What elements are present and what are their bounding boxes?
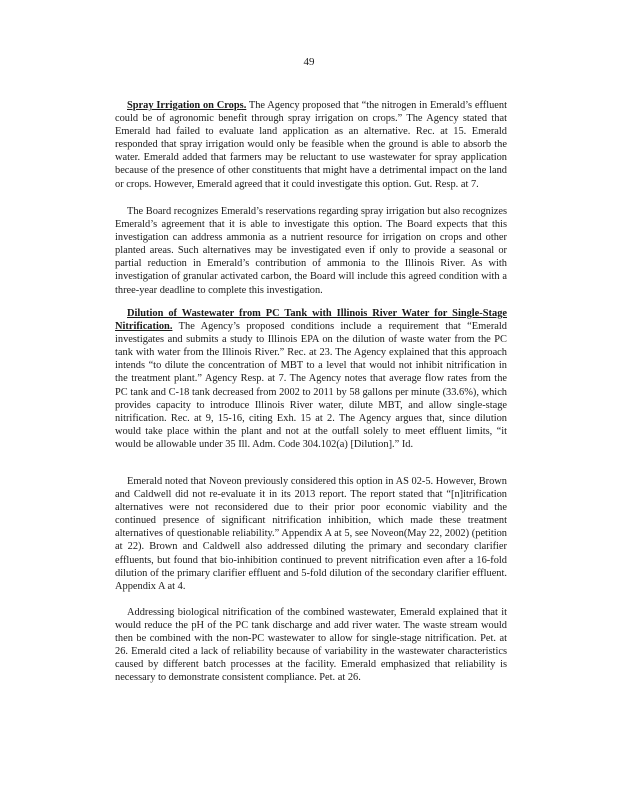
page-number: 49 (303, 56, 315, 68)
paragraph-biological-nitrification (115, 606, 507, 685)
paragraph-text: The Agency proposed that “the nitrogen in Emerald’s effluent could be of agronomic benefit through spray irrigation on crops.” The Agency stated that Emerald had failed to evaluate land application as an alternative. Rec. at 15. Emerald responded that spray irrigation would only be feasible when the ground is able to absorb the water. Emerald added that farmers may be reluctant to use wastewater for spray application because of the presence of other constituents that might have a detrimental impact on the land or crops. However, Emerald agreed that it could investigate this option. Gut. Resp. at 7. (115, 100, 507, 190)
paragraph-emerald-noted (115, 475, 507, 593)
paragraph-spray-irrigation (115, 99, 507, 191)
section-heading-spray-irrigation: Spray Irrigation on Crops. (127, 100, 247, 111)
paragraph-dilution (115, 307, 507, 451)
section-heading-dilution: Dilution of Wastewater from PC Tank with Illinois River Water for Single-Stage Nitrification. (115, 308, 507, 333)
paragraph-text: Addressing biological nitrification of the combined wastewater, Emerald explained that it would reduce the pH of the PC tank discharge and add river water. The waste stream would then be combined with the non-PC wastewater to allow for single-stage nitrification. Pet. at 26. Emerald cited a lack of reliability because of variability in the wastewater characteristics caused by different batch processes at the facility. Emerald emphasized that reliability is necessary to demonstrate consistent compliance. Pet. at 26. (115, 607, 507, 684)
paragraph-text: The Board recognizes Emerald’s reservations regarding spray irrigation but also recognizes Emerald’s agreement that it is able to investigate this option. The Board expects that this investigation can address ammonia as a nutrient resource for irrigation on crops and other planted areas. Such alternatives may be investigated even if only to provide a seasonal or partial reduction in Emerald’s contribution of ammonia to the Illinois River. As with investigation of granular activated carbon, the Board will include this agreed condition with a three-year deadline to complete this investigation. (115, 206, 507, 296)
paragraph-board-recognizes (115, 205, 507, 297)
paragraph-text: The Agency’s proposed conditions include a requirement that “Emerald investigates and submits a study to Illinois EPA on the dilution of waste water from the PC tank with water from the Illinois River.” Rec. at 23. The Agency explained that this approach intends “to dilute the concentration of MBT to a level that would not inhibit nitrification in the treatment plant.” Agency Resp. at 7. The Agency notes that average flow rates from the PC tank and C-18 tank decreased from 2002 to 2011 by 58 gallons per minute (33.6%), which provides capacity to introduce Illinois River water, dilute MBT, and allow single-stage nitrification. Rec. at 9, 15-16, citing Exh. 15 at 2. The Agency argues that, since dilution would take place within the plant and not at the outfall solely to meet effluent limits, “it would be allowable under 35 Ill. Adm. Code 304.102(a) [Dilution].” Id. (115, 321, 507, 450)
paragraph-text: Emerald noted that Noveon previously considered this option in AS 02-5. However, Brown and Caldwell did not re-evaluate it in its 2013 report. The report stated that “[n]itrification alternatives were not reconsidered due to their prior poor economic viability and the continued presence of significant nitrification inhibition, which made these treatment alternatives of questionable reliability.” Appendix A at 5, see Noveon(May 22, 2002) (petition at 22). Brown and Caldwell also addressed diluting the primary and secondary clarifier effluents, but found that bio-inhibition continued to prevent nitrification even after a 16-fold dilution of the primary clarifier effluent and 5-fold dilution of the secondary clarifier effluent. Appendix A at 4. (115, 476, 507, 592)
